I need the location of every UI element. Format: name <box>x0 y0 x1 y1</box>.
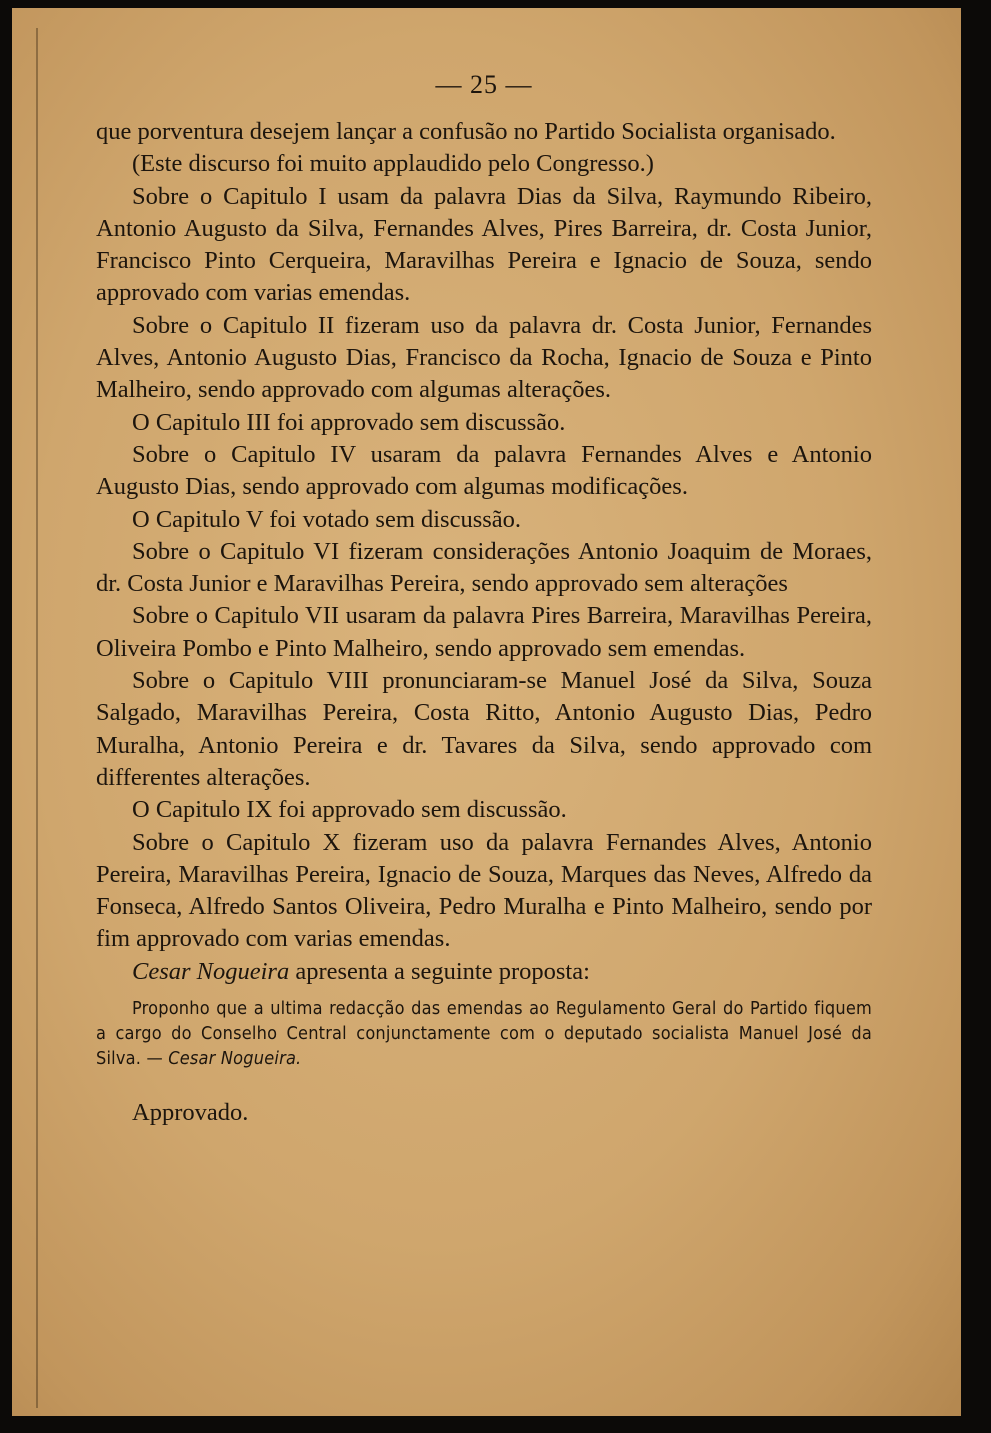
paragraph-7: O Capitulo V foi votado sem discussão. <box>132 505 522 533</box>
paragraph-11: O Capitulo IX foi approvado sem discussão. <box>132 796 567 824</box>
proposal-intro-text: apresenta a seguinte proposta: <box>295 957 590 985</box>
proposal-intro <box>96 956 872 988</box>
paragraph-1: que porventura desejem lançar a confusão no Partido Socialista organisado. <box>96 118 836 145</box>
paragraph-5: O Capitulo III foi approvado sem discussão. <box>132 408 566 436</box>
proposal-signature: Cesar Nogueira. <box>168 1048 302 1070</box>
proposal-author: Cesar Nogueira <box>132 957 290 985</box>
binding-edge <box>36 28 38 1408</box>
paragraph-6: Sobre o Capitulo IV usaram da palavra Fernandes Alves e Antonio Augusto Dias, sendo approvado com algumas modificações. <box>96 440 872 501</box>
paragraph-3: Sobre o Capitulo I usam da palavra Dias da Silva, Raymundo Ribeiro, Antonio Augusto da Silva, Fernandes Alves, Pires Barreira, dr. Costa Junior, Francisco Pinto Cerqueira, Maravilhas Pereira e Ignacio de Souza, sendo approvado com varias emendas. <box>96 182 872 307</box>
paragraph-4: Sobre o Capitulo II fizeram uso da palavra dr. Costa Junior, Fernandes Alves, Antonio Augusto Dias, Francisco da Rocha, Ignacio de Souza e Pinto Malheiro, sendo approvado com algumas alterações. <box>96 311 872 404</box>
proposal-body: Proponho que a ultima redacção das emendas ao Regulamento Geral do Partido fiquem a cargo do Conselho Central conjunctamente com o deputado socialista Manuel José da Silva. — <box>96 998 872 1070</box>
paragraph-8: Sobre o Capitulo VI fizeram considerações Antonio Joaquim de Moraes, dr. Costa Junior e Maravilhas Pereira, sendo approvado sem alterações <box>96 537 872 598</box>
paragraph-2: (Este discurso foi muito applaudido pelo Congresso.) <box>132 150 654 178</box>
page-number: — 25 — <box>435 70 533 99</box>
paragraph-9: Sobre o Capitulo VII usaram da palavra Pires Barreira, Maravilhas Pereira, Oliveira Pombo e Pinto Malheiro, sendo approvado sem emendas. <box>96 602 872 662</box>
approved-line: Approvado. <box>132 1099 249 1127</box>
page-text <box>96 68 872 1129</box>
paragraph-12: Sobre o Capitulo X fizeram uso da palavra Fernandes Alves, Antonio Pereira, Maravilhas Pereira, Ignacio de Souza, Marques das Neves, Alfredo da Fonseca, Alfredo Santos Oliveira, Pedro Muralha e Pinto Malheiro, sendo por fim approvado com varias emendas. <box>96 828 872 953</box>
paragraph-10: Sobre o Capitulo VIII pronunciaram-se Manuel José da Silva, Souza Salgado, Maravilhas Pereira, Costa Ritto, Antonio Augusto Dias, Pedro Muralha, Antonio Pereira e dr. Tavares da Silva, sendo approvado com differentes alterações. <box>96 667 872 791</box>
proposal-text <box>96 996 872 1071</box>
